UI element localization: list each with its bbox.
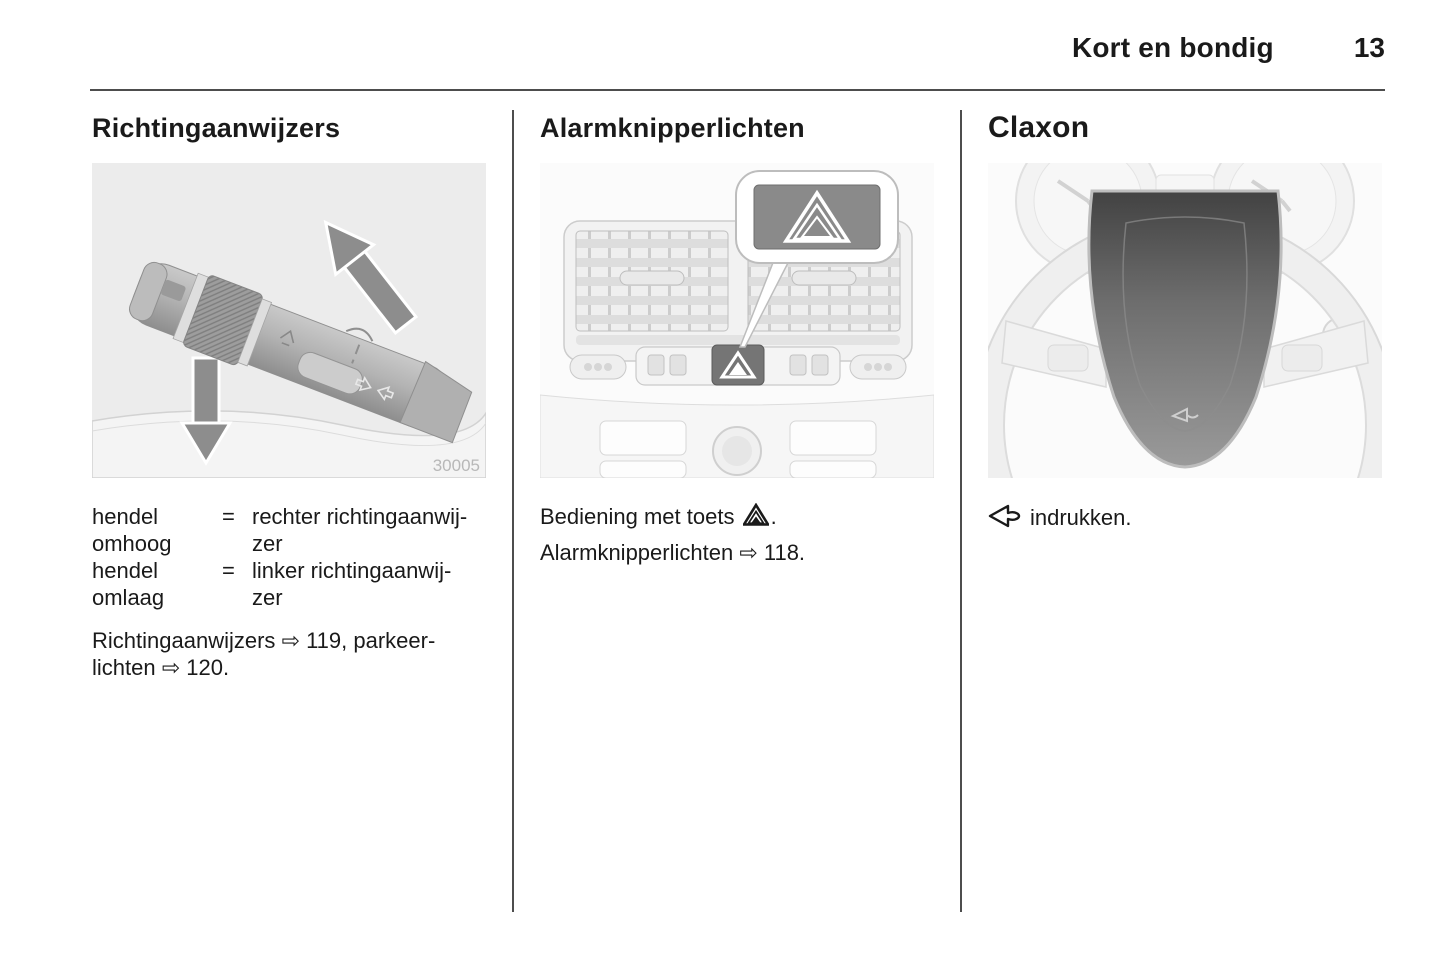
equals-sign: =	[222, 558, 235, 583]
definition-line: zer	[252, 531, 283, 556]
section-heading: Alarmknipperlichten	[540, 113, 805, 143]
hazard-warning-icon	[743, 503, 769, 526]
turn-signal-stalk-figure	[92, 163, 486, 478]
chapter-title: Kort en bondig	[1071, 32, 1274, 63]
column-divider-1	[512, 110, 514, 912]
section-richtingaanwijzers	[92, 112, 486, 681]
hazard-lights-figure	[540, 163, 934, 478]
page-number: 13	[1353, 32, 1385, 63]
definition-line: rechter richtingaanwij-	[252, 504, 468, 529]
turn-signal-stalk-illustration	[92, 163, 486, 478]
column-divider-2	[960, 110, 962, 912]
hazard-button	[712, 345, 764, 385]
section-alarmknipperlichten	[540, 112, 934, 566]
term-line: hendel	[92, 558, 159, 583]
section-heading: Claxon	[988, 111, 1090, 144]
definition-line: linker richtingaanwij-	[252, 558, 452, 583]
horn-icon	[988, 503, 1022, 529]
horn-instruction	[988, 503, 1382, 531]
header-rule	[90, 89, 1385, 91]
steering-wheel-illustration	[988, 163, 1382, 478]
definition-line: zer	[252, 585, 283, 610]
paragraph-line: lichten ⇨ 120.	[92, 655, 230, 680]
definition-row	[92, 503, 486, 557]
hazard-callout	[736, 171, 898, 263]
section-claxon	[988, 112, 1382, 531]
operation-text	[540, 503, 934, 530]
running-header	[1072, 32, 1385, 64]
definition-row	[92, 557, 486, 611]
definition-list	[92, 503, 486, 611]
figure-number: 30005	[432, 456, 480, 475]
text-before-icon: Bediening met toets	[540, 504, 735, 529]
term-line: omlaag	[92, 585, 165, 610]
section-heading: Richtingaanwijzers	[92, 113, 341, 143]
cross-reference-paragraph	[92, 627, 486, 681]
cross-reference-line: Alarmknipperlichten ⇨ 118.	[540, 540, 806, 565]
equals-sign: =	[222, 504, 235, 529]
horn-instruction-text: indrukken.	[1030, 505, 1132, 530]
dashboard-vents-illustration	[540, 163, 934, 478]
steering-wheel-figure	[988, 163, 1382, 478]
term-line: hendel	[92, 504, 159, 529]
paragraph-line: Richtingaanwijzers ⇨ 119, parkeer-	[92, 628, 436, 653]
term-line: omhoog	[92, 531, 172, 556]
text-after-icon: .	[770, 504, 777, 529]
